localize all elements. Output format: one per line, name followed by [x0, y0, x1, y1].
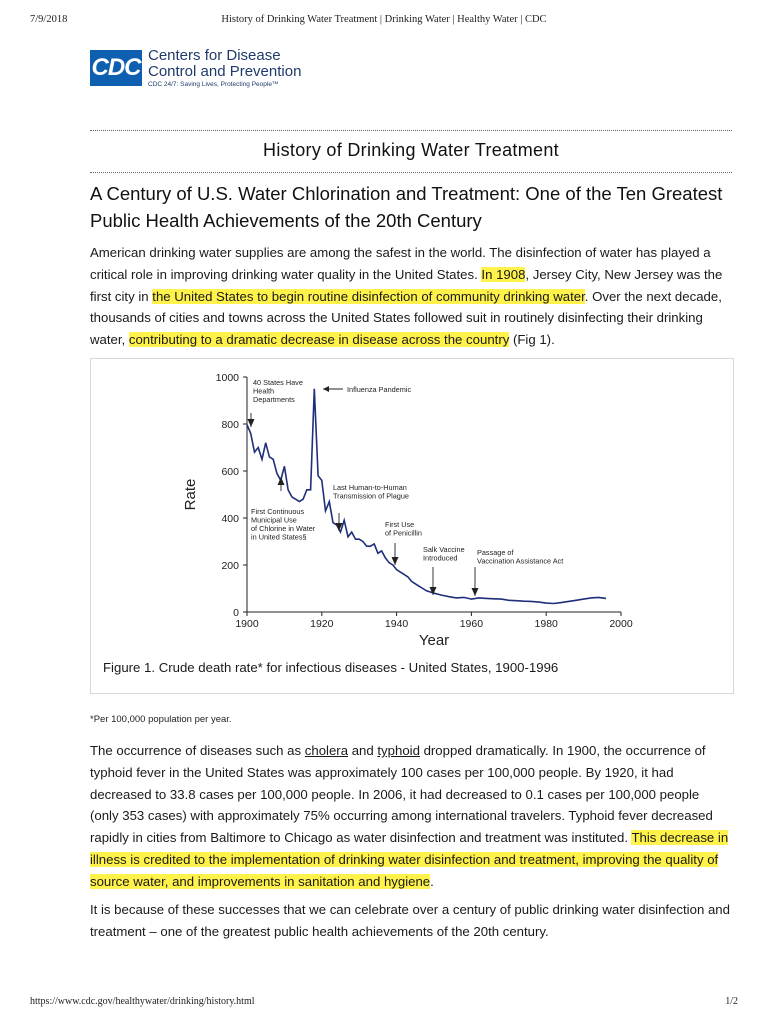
- annotation-arrowhead: [472, 588, 479, 596]
- y-tick-label: 0: [233, 607, 239, 619]
- y-tick-label: 400: [221, 513, 239, 525]
- logo-name-line2: Control and Prevention: [148, 63, 302, 80]
- figure-1: [90, 358, 734, 694]
- annotation-arrowhead: [392, 557, 399, 565]
- x-tick-label: 2000: [609, 618, 633, 630]
- x-tick-label: 1980: [534, 618, 558, 630]
- cdc-logo-name: [148, 48, 301, 80]
- x-tick-label: 1900: [235, 618, 259, 630]
- subtitle-line-1: A Century of U.S. Water Chlorination and Treatment: One of the Ten Greatest: [90, 183, 723, 204]
- series-line: [247, 386, 606, 604]
- annotation-label: Municipal Use: [251, 515, 297, 525]
- annotation-arrowhead: [248, 419, 255, 427]
- intro-paragraph: American drinking water supplies are among the safest in the world. The disinfection of water has played a critical role in improving drinking water quality in the United States. In 1908, Jersey City, New Jersey was the first city in the United States to begin routine disinfection of community drinking water. Over the next decade, thousands of cities and towns across the United States followed suit in routinely disinfecting their drinking water, contributing to a dramatic decrease in disease across the country (Fig 1).: [90, 245, 723, 348]
- y-axis-label: Rate: [182, 478, 199, 511]
- print-title: History of Drinking Water Treatment | Drinking Water | Healthy Water | CDC: [221, 14, 547, 25]
- figure-caption: Figure 1. Crude death rate* for infectious diseases - United States, 1900-1996: [103, 660, 559, 675]
- highlight: This decrease in illness is credited to the implementation of drinking water disinfection and treatment, improving the quality of source water, and improvements in sanitation and hygiene: [90, 830, 729, 889]
- y-tick-label: 1000: [215, 372, 239, 384]
- annotation-label: of Chlorine in Water: [251, 524, 316, 533]
- y-tick-label: 800: [221, 419, 239, 431]
- highlight: contributing to a dramatic decrease in disease across the country: [128, 332, 510, 348]
- annotation-label: in United States§: [251, 532, 307, 542]
- annotation-label: Vaccination Assistance Act: [477, 556, 564, 566]
- x-tick-label: 1940: [384, 618, 409, 630]
- cholera-link[interactable]: cholera: [304, 743, 349, 758]
- logo-name-line1: Centers for Disease: [148, 47, 281, 64]
- annotation-label: First Use: [385, 520, 415, 529]
- annotation-label: Salk Vaccine: [423, 545, 465, 554]
- annotation-label: Departments: [253, 395, 295, 404]
- annotation-label: Transmission of Plague: [333, 491, 409, 501]
- highlight: In 1908: [481, 266, 526, 282]
- annotation-label: Introduced: [423, 553, 458, 563]
- print-date: 7/9/2018: [30, 14, 68, 25]
- cdc-logo[interactable]: [90, 48, 340, 98]
- y-tick-label: 200: [221, 560, 239, 572]
- annotation-label: Last Human-to-Human: [333, 483, 407, 492]
- y-tick-label: 600: [221, 466, 239, 478]
- annotation-label: Health: [253, 386, 275, 396]
- footnote: *Per 100,000 population per year.: [90, 714, 232, 725]
- death-rate-chart: [91, 359, 733, 659]
- annotation-arrowhead: [278, 477, 285, 485]
- cdc-logo-mark: CDC: [90, 50, 142, 86]
- divider-top: [90, 130, 732, 131]
- annotation-label: First Continuous: [251, 507, 305, 516]
- typhoid-link[interactable]: typhoid: [377, 743, 420, 758]
- print-url: https://www.cdc.gov/healthywater/drinking/history.html: [30, 996, 255, 1007]
- disease-paragraph: The occurrence of diseases such as cholera and typhoid dropped dramatically. In 1900, the occurrence of typhoid fever in the United States was approximately 100 cases per 100,000 people. By 1920, it had decreased to 33.8 cases per 100,000 people. In 2006, it had decreased to 0.1 cases per 100,000 people (only 353 cases) with approximately 75% occurring among international travelers. Typhoid fever decreased rapidly in cities from Baltimore to Chicago as water disinfection and treatment was instituted. This decrease in illness is credited to the implementation of drinking water disinfection and treatment, improving the quality of source water, and improvements in sanitation and hygiene.: [90, 743, 729, 889]
- article-subtitle: [90, 180, 730, 234]
- annotation-label: 40 States Have: [253, 378, 303, 387]
- subtitle-line-2: Public Health Achievements of the 20th Century: [90, 210, 482, 231]
- x-tick-label: 1920: [310, 618, 334, 630]
- annotation-label: Passage of: [477, 548, 514, 557]
- page-title: History of Drinking Water Treatment: [263, 140, 559, 160]
- annotation-label: of Penicillin: [385, 528, 422, 538]
- print-header: [30, 14, 738, 28]
- x-axis-label: Year: [418, 632, 450, 649]
- cdc-tagline: CDC 24/7: Saving Lives, Protecting People™: [148, 81, 279, 88]
- x-tick-label: 1960: [459, 618, 484, 630]
- print-page-number: 1/2: [725, 996, 738, 1007]
- print-footer: [30, 996, 738, 1010]
- divider-title: [90, 172, 732, 173]
- annotation-label: Influenza Pandemic: [347, 385, 412, 394]
- highlight: the United States to begin routine disinfection of community drinking water: [152, 288, 585, 304]
- closing-paragraph: It is because of these successes that we can celebrate over a century of public drinking water disinfection and treatment – one of the greatest public health achievements of the 20th century.: [90, 902, 730, 939]
- annotation-arrowhead: [323, 386, 329, 392]
